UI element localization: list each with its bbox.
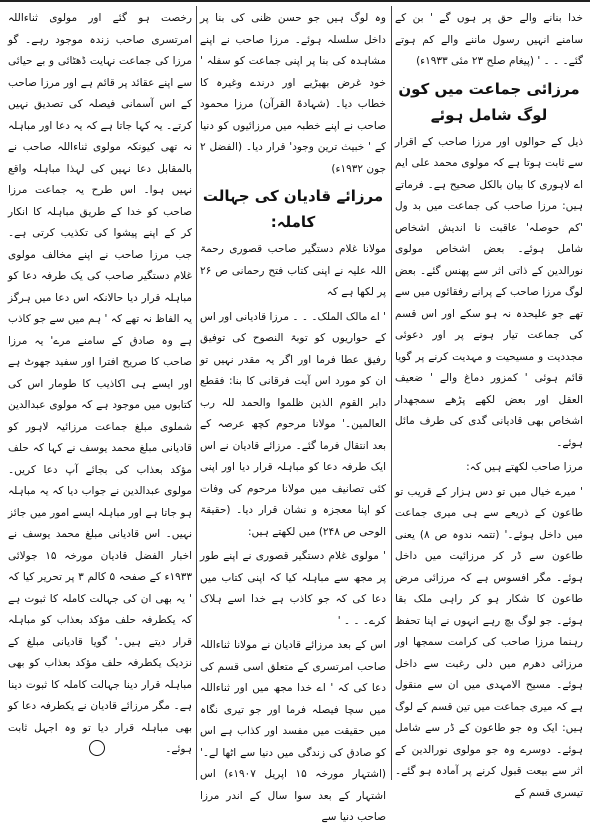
left-column-paragraph-1: رخصت ہو گئے اور مولوی ثناءاللہ امرتسری صاحب زندہ موجود رہے۔ گو مرزا کی جماعت نہایت ڈھٹائی و بے حیائی سے اپنے عقائد پر قائم ہے اور مرزا صاحب کے اس آسمانی فیصلہ کی تصدیق نہیں کرتے۔ یہ کہا جاتا ہے کہ یہ دعا اور مباہلہ نہ تھی کیونکہ مولوی ثناءاللہ صاحب نے بالمقابل دعا نہیں کی لہذا مباہلہ واقع نہیں ہوا۔ اس طرح یہ جماعت مرزا صاحب کو خدا کے طریق مباہلہ کا انکار کر کے اپنے پیشوا کی تکذیب کرتی ہے۔ جب مرزا صاحب نے اپنے مخالف مولوی غلام دستگیر صاحب کی یک طرفہ دعا کو مباہلہ قرار دیا حالانکہ اس دعا میں ہرگز یہ الفاظ نہ تھے کہ ' ہم میں سے جو کاذب ہے وہ صادق کے سامنے مرے' یہ مرزا صاحب کا صریح افترا اور سفید جھوٹ ہے اور ایسے ہی اکاذیب کا طومار اس کی کتابوں میں موجود ہے کہ مولوی عبدالدین شملوی مبلغ جماعت مرزائیہ لاہور کو قادیانی مبلغ محمد یوسف نے کہا کہ حلف مؤکد بعذاب کی بجائے آپ دعا کریں۔ مولوی عبدالدین نے جواب دیا کہ یہ مباہلہ ہو جاتا ہے اور مباہلہ ایسے امور میں جائز نہیں۔ اس قادیانی مبلغ محمد یوسف نے اخبار الفضل قادیان مورخہ ۱۵ جولائی ۱۹۳۳ء کے صفحہ ۵ کالم ۳ پر تحریر کیا کہ ' یہ بھی ان کی جہالت کاملہ کا ثبوت ہے کہ یکطرفہ حلف مؤکد بعذاب کو مباہلہ قرار دیتے ہیں۔' گویا قادیانی مبلغ کے نزدیک یکطرفہ حلف مؤکد بعذاب کو بھی مباہلہ قرار دینا جہالت کاملہ کا ثبوت دینا ہے۔ مگر مرزائے قادیان نے یکطرفہ دعا کو بھی مباہلہ قرار دیا تو وہ اجہل ثابت ہوئے۔ (8, 12, 193, 755)
left-column (6, 8, 194, 778)
middle-column-paragraph-1: وہ لوگ ہیں جو حسن ظنی کی بنا پر داخل سلسلہ ہوئے۔ مرزا صاحب نے اپنے مشاہدہ کی بنا پر اپنی جماعت کو سفلہ ' خود غرض بھیڑیے اور درندے وغیرہ کا خطاب دیا۔ (شہادۃ القرآن) مرزا محمود صاحب نے اپنے خطبہ میں مرزائیوں کو دنیا کے ' خبیث ترین وجود' قرار دیا۔ (الفضل ۲ جون ۱۹۳۲ء) (200, 12, 386, 175)
column-divider (196, 6, 197, 780)
section-heading-ignorance: مرزائے قادیان کی جہالت کاملہ: (202, 187, 384, 231)
middle-column-paragraph-5: اس کے بعد مرزائے قادیان نے مولانا ثناءاللہ صاحب امرتسری کے متعلق اسی قسم کی دعا کی کہ ' اے خدا مجھ میں اور ثناءاللہ میں سچا فیصلہ فرما اور جو تیری نگاہ میں حقیقت میں مفسد اور کذاب ہے اس کو صادق کی زندگی میں دنیا سے اٹھا لے۔' (اشتہار مورخہ ۱۵ اپریل ۱۹۰۷ء) اس اشتہار کے بعد سوا سال کے اندر مرزا صاحب دنیا سے (200, 639, 386, 823)
middle-column-paragraph-3: ' اے مالک الملک۔ ۔ ۔ مرزا قادیانی اور اس کے حواریوں کو توبۃ النصوح کی توفیق رفیق عطا فرما اور اگر یہ مقدر نہیں تو ان کو مورد اس آیت فرقانی کا بنا: فقطع دابر القوم الذین ظلموا والحمد للہ رب العالمین۔' مولانا مرحوم کچھ عرصہ کے بعد انتقال فرما گئے۔ مرزائے قادیان نے اس ایک طرفہ دعا کو مباہلہ قرار دیا اور اپنی کئی تصانیف میں مولانا مرحوم کی وفات کو اپنا معجزہ و نشان قرار دیا۔ (حقیقۃ الوحی ص ۲۴۸) میں لکھتے ہیں: (200, 310, 386, 538)
right-column-paragraph-4: ' میرے خیال میں تو دس ہزار کے قریب تو طاعون کے ذریعے سے ہی میری جماعت میں داخل ہوئے۔' (تتمہ ندوہ ص ۸) یعنی طاعون سے ڈر کر مرزائیت میں داخل ہوئے۔ مگر افسوس ہے کہ مرزائی مرض طاعون کا شکار ہو کر راہی ملک بقا ہوئے۔ جو لوگ بچ رہے انہوں نے اپنا تحفظ رہنما مرزا صاحب کی کرامت سمجھا اور مرزائی دھرم میں دلی رغبت سے داخل ہوئے۔ مسیح الامہدی میں ان سے منقول ہے کہ میری جماعت میں تین قسم کے لوگ ہیں: ایک وہ جو طاعون کے ڈر سے شامل ہوئے۔ دوسرے وہ جو مولوی نورالدین کے اثر سے بیعت قبول کرنے پر آمادہ ہو گئے۔ تیسری قسم کے (395, 485, 583, 799)
right-column-paragraph-1: خدا بنانے والے حق پر ہوں گے ' بن کے سامنے انہیں رسول ماننے والے کم ہوتے گئے۔ ۔ ۔ ' (پیغام صلح ۲۳ مئی ۱۹۳۳ء) (395, 12, 583, 67)
circle-ornament-icon (89, 740, 105, 756)
right-column-paragraph-3: مرزا صاحب لکھتے ہیں کہ: (466, 461, 583, 473)
middle-column-paragraph-2: مولانا غلام دستگیر صاحب قصوری رحمۃ اللہ علیہ نے اپنی کتاب فتح رحمانی ص ۲۶ پر لکھا ہے کہ (200, 243, 386, 298)
right-column-paragraph-2: ذیل کے حوالوں اور مرزا صاحب کے اقرار سے ثابت ہوتا ہے کہ مولوی محمد علی ایم اے لاہوری کا بیان بالکل صحیح ہے۔ فرماتے ہیں: مرزا صاحب کی جماعت میں بد ول 'کم حوصلہ' عاقبت نا اندیش اشخاص شامل ہوئے۔ بعض اشخاص مولوی نورالدین کے ذاتی اثر سے پھنس گئے۔ بعض لوگ مرزا صاحب کے پرانے رفقائوں میں سے تھے جو علیحدہ نہ ہو سکے اور اس قسم کی جماعت تیار ہونے پر اور دعوئی مجددیت و مسیحیت و مہدیت کرنے پر گویا قائم ہوئی ' کمزور دماغ والے ' ضعیف العقل اور بعض لکھے پڑھے سمجھدار اشخاص بھی قادیانی گدی کی طرف مائل ہوئے۔ (395, 135, 583, 449)
middle-column (198, 8, 388, 823)
column-divider (391, 6, 392, 780)
top-rule (0, 0, 590, 2)
section-heading-who-joined: مرزائی جماعت میں کون لوگ شامل ہوئے (398, 79, 580, 124)
middle-column-paragraph-4: ' مولوی غلام دستگیر قصوری نے اپنے طور پر مجھ سے مباہلہ کیا کہ اپنی کتاب میں دعا کی کہ جو کاذب ہے خدا اسے ہلاک کرے۔ ۔ ۔ ' (200, 550, 386, 627)
right-column (393, 8, 585, 799)
